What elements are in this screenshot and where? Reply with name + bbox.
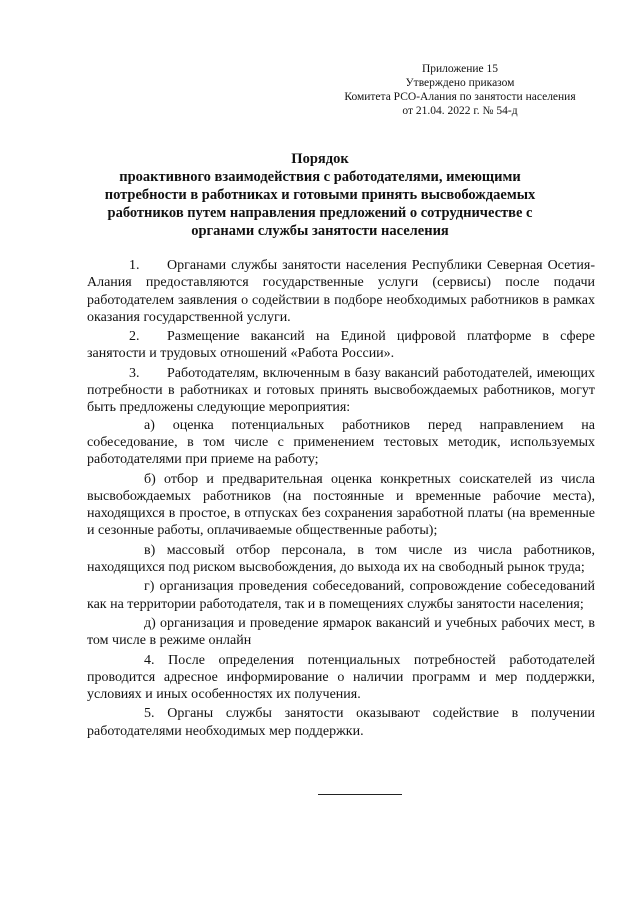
subitem-b: б) отбор и предварительная оценка конкретных соискателей из числа высвобождаемых работников (на постоянные и временные рабочие места), находящихся в простое, в отпусках без сохранения заработной платы (на временные и сезонные работы, оплачиваемые общественные работы); [87, 471, 595, 539]
title-line: потребности в работниках и готовыми принять высвобождаемых [104, 187, 536, 203]
paragraph-5: 5. Органы службы занятости оказывают содействие в получении работодателями необходимых мер поддержки. [87, 706, 595, 739]
paragraph-text: Органами службы занятости населения Республики Северная Осетия-Алания предоставляются государственные услуги (сервисы) после подачи работодателем заявления о содействии в подборе необходимых работников в рамках оказания государственной услуги. [87, 258, 595, 325]
order-date-number: от 21.04. 2022 г. № 54-д [402, 105, 518, 117]
paragraph-4: 4. После определения потенциальных потребностей работодателей проводится адресное информирование о наличии программ и мер поддержки, условиях и иных особенностях их получения. [87, 652, 595, 703]
title-heading: Порядок [291, 151, 349, 167]
title-line: проактивного взаимодействия с работодателями, имеющими [119, 169, 521, 185]
paragraph-3 [87, 365, 595, 417]
subitem-g: г) организация проведения собеседований, сопровождение собеседований как на территории работодателя, так и в помещениях службы занятости населения; [87, 579, 595, 612]
subitem-v: в) массовый отбор персонала, в том числе из числа работников, находящихся под риском высвобождения, до выхода их на свободный рынок труда; [87, 542, 595, 576]
issuing-committee: Комитета РСО-Алания по занятости населения [344, 91, 576, 103]
paragraph-1 [87, 257, 595, 326]
title-line: органами службы занятости населения [191, 223, 449, 239]
paragraph-2 [87, 328, 595, 363]
document-title [90, 150, 550, 240]
subitem-a: а) оценка потенциальных работников перед направлением на собеседование, в том числе с применением тестовых методик, используемых работодателями при приеме на работу; [87, 417, 595, 468]
document-body [87, 257, 595, 740]
subitem-d: д) организация и проведение ярмарок вакансий и учебных рабочих мест, в том числе в режиме онлайн [87, 615, 595, 649]
paragraph-number: 2. [129, 329, 140, 345]
paragraph-text: Размещение вакансий на Единой цифровой платформе в сфере занятости и трудовых отношений «Работа России». [87, 329, 595, 362]
document-header [330, 62, 590, 118]
appendix-number: Приложение 15 [421, 63, 499, 75]
paragraph-text: Работодателям, включенным в базу вакансий работодателей, имеющих потребности в работниках и готовых принять высвобождаемых работников, могут быть предложены следующие мероприятия: [87, 365, 595, 416]
approval-note: Утверждено приказом [405, 77, 515, 89]
title-line: работников путем направления предложений о сотрудничестве с [107, 205, 533, 221]
paragraph-number: 3. [129, 365, 140, 381]
paragraph-number: 1. [129, 258, 140, 273]
end-separator-line [318, 794, 402, 795]
